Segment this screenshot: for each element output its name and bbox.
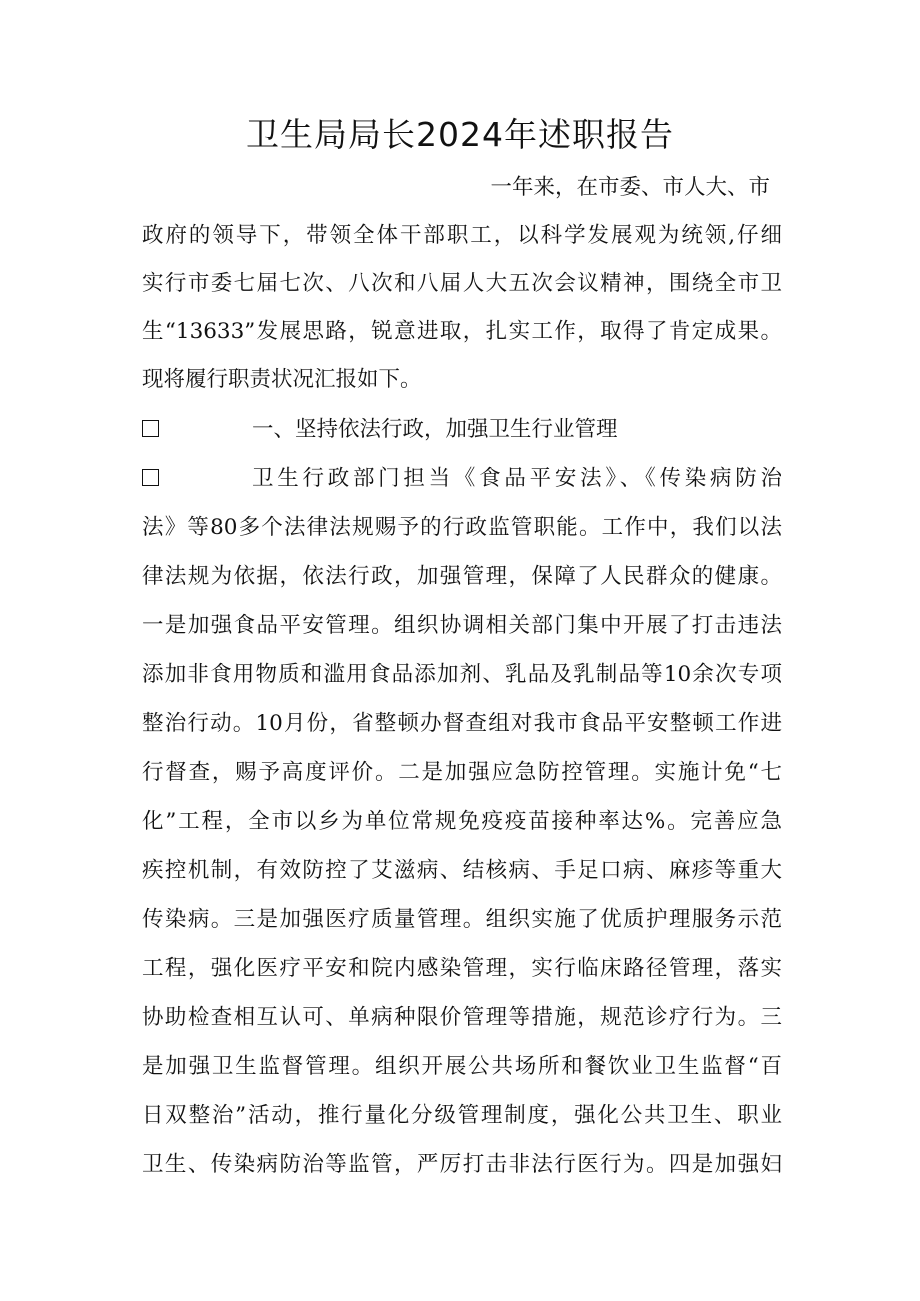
body-first-line: 卫生行政部门担当《食品平安法》、《传染病防治: [252, 466, 782, 491]
intro-line-2: 政府的领导下，带领全体干部职工，以科学发展观为统领,仔细: [142, 223, 782, 248]
body-line: 协助检查相互认可、单病种限价管理等措施，规范诊疗行为。三: [142, 1005, 782, 1030]
body-line: 工程，强化医疗平安和院内感染管理，实行临床路径管理，落实: [142, 956, 782, 981]
body-line: 行督查，赐予高度评价。二是加强应急防控管理。实施计免“七: [142, 760, 782, 785]
body-line: 化”工程，全市以乡为单位常规免疫疫苗接种率达%。完善应急: [142, 809, 782, 834]
body-line: 法》等80多个法律法规赐予的行政监管职能。工作中，我们以法: [142, 515, 782, 540]
section-heading-row: [142, 412, 782, 448]
body-line: 是加强卫生监督管理。组织开展公共场所和餐饮业卫生监督“百: [142, 1054, 782, 1079]
checkbox-icon: [142, 420, 159, 437]
document-title: 卫生局局长2024年述职报告: [246, 115, 674, 154]
intro-line-1: 一年来，在市委、市人大、市: [490, 175, 770, 200]
body-line: 日双整治”活动，推行量化分级管理制度，强化公共卫生、职业: [142, 1103, 782, 1128]
intro-line-3: 实行市委七届七次、八次和八届人大五次会议精神，围绕全市卫: [142, 271, 782, 296]
intro-line-5: 现将履行职责状况汇报如下。: [142, 367, 422, 392]
checkbox-icon: [142, 469, 159, 486]
body-line: 一是加强食品平安管理。组织协调相关部门集中开展了打击违法: [142, 613, 782, 638]
body-line: 疾控机制，有效防控了艾滋病、结核病、手足口病、麻疹等重大: [142, 858, 782, 883]
body-first-row: [142, 461, 782, 497]
body-line: 卫生、传染病防治等监管，严厉打击非法行医行为。四是加强妇: [142, 1152, 782, 1177]
body-line: 传染病。三是加强医疗质量管理。组织实施了优质护理服务示范: [142, 907, 782, 932]
section-heading: 一、坚持依法行政，加强卫生行业管理: [252, 417, 618, 442]
body-line: 整治行动。10月份，省整顿办督查组对我市食品平安整顿工作进: [142, 711, 782, 736]
intro-line-4: 生“13633”发展思路，锐意进取，扎实工作，取得了肯定成果。: [142, 319, 782, 344]
body-line: 律法规为依据，依法行政，加强管理，保障了人民群众的健康。: [142, 564, 782, 589]
body-line: 添加非食用物质和滥用食品添加剂、乳品及乳制品等10余次专项: [142, 662, 782, 687]
